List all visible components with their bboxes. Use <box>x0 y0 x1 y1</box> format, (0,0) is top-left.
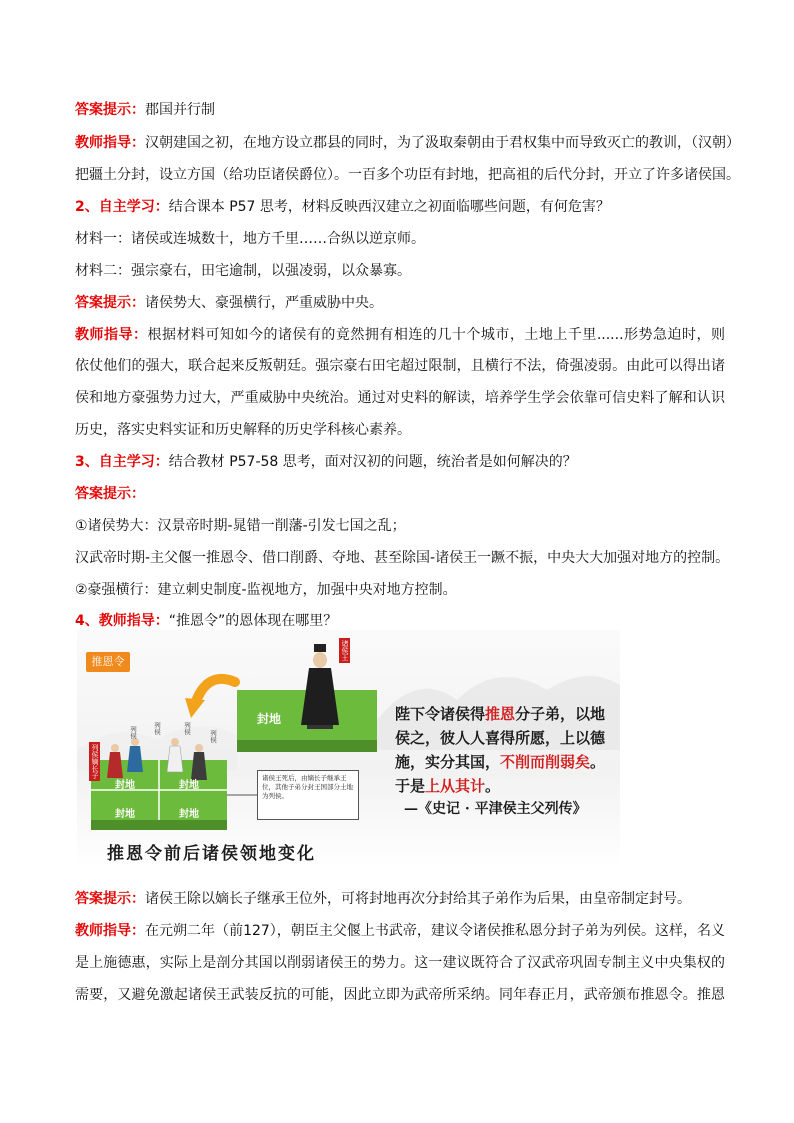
land-label-1: 封地 <box>115 780 135 791</box>
seal-left: 列侯嫡长子 <box>91 744 99 779</box>
question-2: 2、自主学习：结合课本 P57 思考，材料反映西汉建立之初面临哪些问题，有何危害？ <box>75 199 610 215</box>
land-label-3: 封地 <box>115 809 135 820</box>
question-3: 3、自主学习：结合教材 P57-58 思考，面对汉初的问题，统治者是如何解决的？ <box>75 454 577 470</box>
land-top-label: 封地 <box>257 712 282 726</box>
label-hou-3: 列侯 <box>183 722 191 735</box>
land-label-4: 封地 <box>179 809 199 820</box>
seal-top: 诸侯王 <box>341 640 349 661</box>
illustration-caption: 推恩令前后诸侯领地变化 <box>107 844 316 864</box>
quote-source: —《史记 · 平津侯主父列传》 <box>404 801 587 817</box>
teacher-guide-2-cont-3: 历史，落实史料实证和历史解释的历史学科核心素养。 <box>75 422 411 438</box>
label-hou-2: 列侯 <box>153 722 161 735</box>
teacher-guide-1-cont: 把疆土分封，设立方国（给功臣诸侯爵位）。一百多个功臣有封地，把高祖的后代分封，开立了许多诸侯国。 <box>75 167 740 183</box>
land-label-2: 封地 <box>179 780 199 791</box>
teacher-guide-2-cont-2: 侯和地方豪强势力过大，严重威胁中央统治。通过对史料的解读，培养学生学会依靠可信史料了解和认识 <box>75 390 725 406</box>
teacher-guide-4-cont-2: 需要，又避免激起诸侯王武装反抗的可能，因此立即为武帝所采纳。同年春正月，武帝颁布推恩令。推恩 <box>75 987 725 1003</box>
label-hou-1: 列侯 <box>129 726 137 739</box>
answer-hint-2: 答案提示：诸侯势大、豪强横行，严重威胁中央。 <box>75 295 383 311</box>
question-4: 4、教师指导：“推恩令”的恩体现在哪里？ <box>75 613 338 629</box>
teacher-guide-4-cont-1: 是上施德惠，实际上是剖分其国以削弱诸侯王的势力。这一建议既符合了汉武帝巩固专制主义中央集权的 <box>75 955 725 971</box>
teacher-guide-4: 教师指导：在元朔二年（前127），朝臣主父偃上书武帝，建议令诸侯推私恩分封子弟为列侯。这样，名义 <box>75 923 725 939</box>
material-1: 材料一：诸侯或连城数十，地方千里……合纵以逆京师。 <box>75 231 425 247</box>
answer-hint-3: 答案提示： <box>75 486 145 502</box>
shiji-quote: 陛下令诸侯得推恩分子弟，以地侯之，彼人人喜得所愿，上以德施，实分其国，不削而削弱矣。于是上从其计。 <box>395 705 606 795</box>
material-2: 材料二：强宗豪右，田宅逾制，以强凌弱，以众暴寡。 <box>75 263 411 279</box>
teacher-guide-2: 教师指导：根据材料可知如今的诸侯有的竟然拥有相连的几十个城市，土地上千里......形势急迫时，则 <box>75 327 726 343</box>
teacher-guide-2-cont-1: 依仗他们的强大，联合起来反叛朝廷。强宗豪右田宅超过限制，且横行不法，倚强凌弱。由此可以得出诸 <box>75 358 725 374</box>
answer-hint-4: 答案提示：诸侯王除以嫡长子继承王位外，可将封地再次分封给其子弟作为后果，由皇帝制定封号。 <box>75 891 691 907</box>
illustration-callout: 诸侯王死后，由嫡长子继承王位，其他子弟分封王国部分土地为列侯。 <box>257 770 359 820</box>
answer-3-item-2: ②豪强横行：建立刺史制度-监视地方，加强中央对地方控制。 <box>75 582 457 598</box>
label-hou-4: 列侯 <box>209 730 217 743</box>
answer-3-item-1: ①诸侯势大：汉景帝时期-晁错一削藩-引发七国之乱； <box>75 518 406 534</box>
answer-3-item-1-cont: 汉武帝时期-主父偃一推恩令、借口削爵、夺地、甚至除国-诸侯王一蹶不振，中央大大加强对地方的控制。 <box>75 550 730 566</box>
teacher-guide-1: 教师指导：汉朝建国之初，在地方设立郡县的同时，为了汲取秦朝由于君权集中而导致灭亡的教训，（汉朝） <box>75 135 740 151</box>
answer-hint-1: 答案提示：郡国并行制 <box>75 102 215 118</box>
illustration-tag: 推恩令 <box>86 652 130 672</box>
tui-en-ling-illustration <box>77 630 620 868</box>
